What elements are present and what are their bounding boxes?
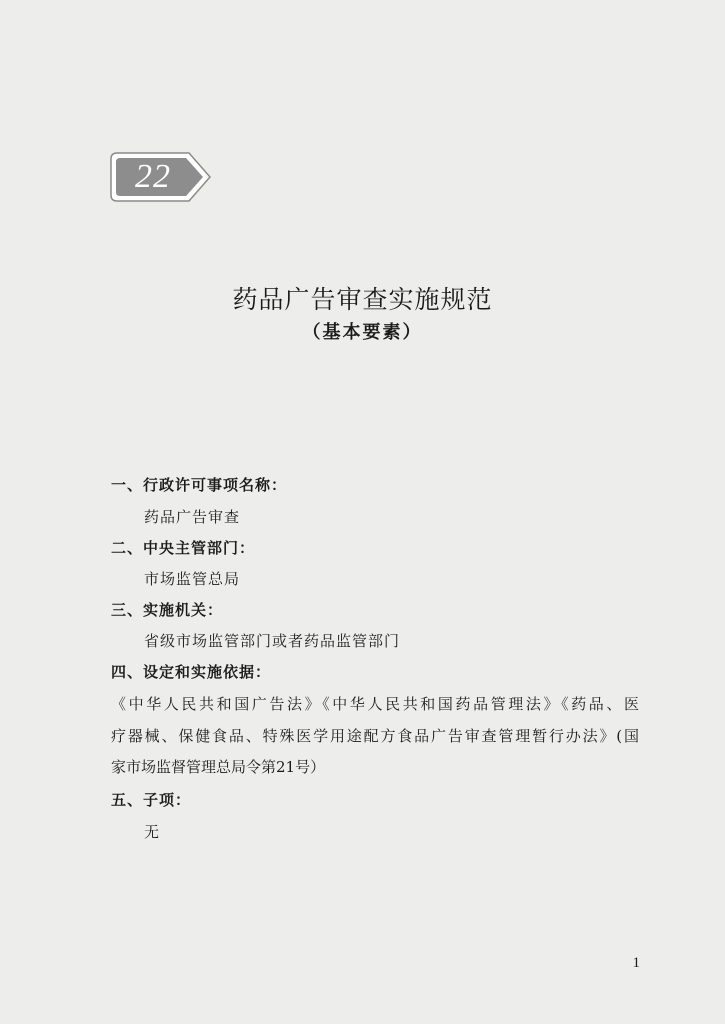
section-value-3: 省级市场监管部门或者药品监管部门 [144,632,401,650]
page-subtitle: （基本要素） [302,322,423,343]
page-number: 1 [632,955,640,971]
section-heading-5: 五、子项： [111,791,192,809]
chapter-badge [109,151,213,203]
section-heading-2: 二、中央主管部门： [111,539,256,557]
basis-line-1: 《中华人民共和国广告法》《中华人民共和国药品管理法》《药品、医 [111,695,639,713]
basis-line-3: 家市场监督管理总局令第21号） [111,758,326,776]
section-value-1: 药品广告审查 [144,508,241,526]
section-value-2: 市场监管总局 [144,570,241,588]
section-heading-3: 三、实施机关： [111,601,224,619]
section-heading-1: 一、行政许可事项名称： [111,476,288,494]
chapter-number: 22 [135,158,171,195]
section-heading-4: 四、设定和实施依据： [111,663,272,681]
section-value-5: 无 [144,823,161,841]
basis-line-2: 疗器械、保健食品、特殊医学用途配方食品广告审查管理暂行办法》(国 [111,727,639,745]
page-title: 药品广告审查实施规范 [232,285,493,314]
